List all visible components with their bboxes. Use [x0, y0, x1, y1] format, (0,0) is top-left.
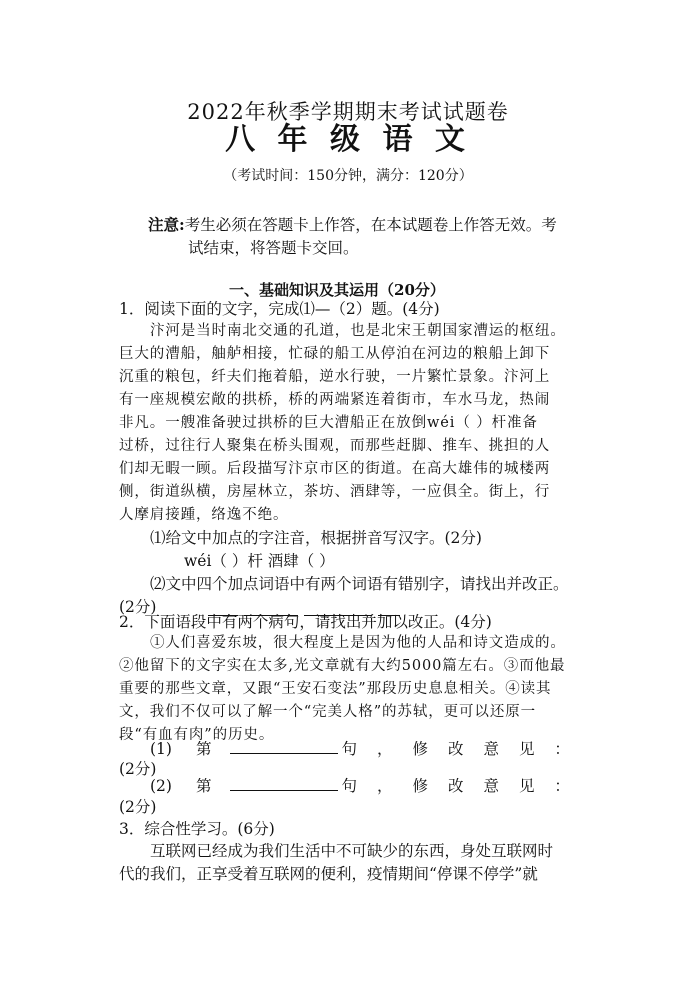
answer-word: 意 — [483, 777, 499, 795]
section-heading: 一、基础知识及其运用（20分） — [229, 281, 445, 299]
q2-passage-line: 文，我们不仅可以了解一个“完美人格”的苏轼，更可以还原一 — [119, 704, 537, 720]
answer-word: 见 — [518, 740, 535, 758]
answer-number: (1) — [150, 740, 172, 758]
q1-sub2-score: (2分) — [119, 598, 157, 616]
q3-passage-line: 代的我们，正享受着互联网的便利，疫情期间“停课不停学”就 — [119, 865, 538, 883]
q2-passage-line: ②他留下的文字实在太多,光文章就有大约5000篇左右。③而他最 — [119, 658, 566, 674]
q3-stem: 3．综合性学习。(6分) — [119, 820, 275, 838]
notice-text-1: 考生必须在答题卡上作答，在本试题卷上作答无效。考 — [184, 216, 557, 234]
q2-passage-line: ①人们喜爱东坡，很大程度上是因为他的人品和诗文造成的。 — [150, 635, 566, 651]
q2-answer-line-1 — [150, 739, 570, 759]
answer-number: (2) — [150, 777, 172, 795]
answer-word: ， — [377, 777, 393, 795]
q1-sub1: ⑴给文中加点的字注音，根据拼音写汉字。(2分) — [150, 529, 482, 547]
answer-word: 改 — [447, 740, 464, 758]
q1-sub1-answer: wéi（ ）杆 酒肆（ ） — [184, 552, 335, 570]
q1-passage-line: 们却无暇一顾。后段描写汴京市区的街道。在高大雄伟的城楼两 — [119, 461, 551, 477]
exam-title: 2022年秋季学期期末考试试题卷 — [187, 100, 509, 124]
answer-word: 修 — [412, 740, 428, 758]
q1-passage-line: 巨大的漕船，舳舻相接，忙碌的船工从停泊在河边的粮船上卸下 — [119, 346, 551, 362]
q1-sub2: ⑵文中四个加点词语中有两个词语有错别字，请找出并改正。 — [150, 575, 569, 593]
q1-passage-line: 沉重的粮包，纤夫们拖着船，逆水行驶，一片繁忙景象。汴河上 — [119, 369, 551, 385]
answer-word: 句 — [341, 740, 358, 758]
notice-line-2: 试结束，将答题卡交回。 — [188, 239, 359, 257]
answer-word: 见 — [518, 777, 535, 795]
q1-passage-line: 人摩肩接踵，络逸不绝。 — [119, 507, 289, 523]
q1-passage-line: 非凡。一艘准备驶过拱桥的巨大漕船正在放倒wéi（ ）杆准备 — [119, 415, 538, 431]
answer-blank[interactable] — [230, 776, 338, 791]
q1-passage-line: 有一座规模宏敞的拱桥，桥的两端紧连着街市，车水马龙，热闹 — [119, 392, 551, 408]
q1-passage-line: 侧，街道纵横，房屋林立，茶坊、酒肆等，一应俱全。街上，行 — [119, 484, 551, 500]
q1-stem: 1．阅读下面的文字，完成⑴—（2）题。(4分) — [119, 300, 440, 318]
q2-passage-line: 重要的那些文章，又跟“王安石变法”那段历史息息相关。④读其 — [119, 681, 552, 697]
q1-passage-line: 汴河是当时南北交通的孔道，也是北宋王朝国家漕运的枢纽。 — [150, 323, 566, 339]
answer-word: ： — [554, 777, 570, 795]
subject-title: 八 年 级 语 文 — [225, 122, 471, 157]
exam-meta: （考试时间：150分钟，满分：120分） — [223, 168, 473, 184]
answer-word: ： — [554, 740, 570, 758]
answer-word: 改 — [447, 777, 464, 795]
answer-word: ， — [377, 740, 393, 758]
q2-passage-line: 段“有血有肉”的历史。 — [119, 727, 275, 743]
answer-word: 第 — [196, 740, 212, 758]
q1-passage-line: 过桥，过往行人聚集在桥头围观，而那些赶脚、推车、挑担的人 — [119, 438, 551, 454]
q2-stem: 2．下面语段中有两个病句，请找出并加以改正。(4分) — [119, 613, 492, 631]
answer-word: 第 — [196, 777, 212, 795]
notice-label: 注意: — [148, 215, 185, 234]
notice-line-1 — [148, 215, 557, 235]
q2-answer-2-score: (2分) — [119, 798, 157, 816]
q3-passage-line: 互联网已经成为我们生活中不可缺少的东西，身处互联网时 — [150, 842, 554, 860]
answer-blank[interactable] — [230, 739, 338, 754]
answer-word: 修 — [412, 777, 428, 795]
q2-answer-line-2 — [150, 776, 570, 796]
answer-word: 意 — [483, 740, 499, 758]
answer-word: 句 — [341, 777, 358, 795]
q2-answer-1-score: (2分) — [119, 760, 157, 778]
